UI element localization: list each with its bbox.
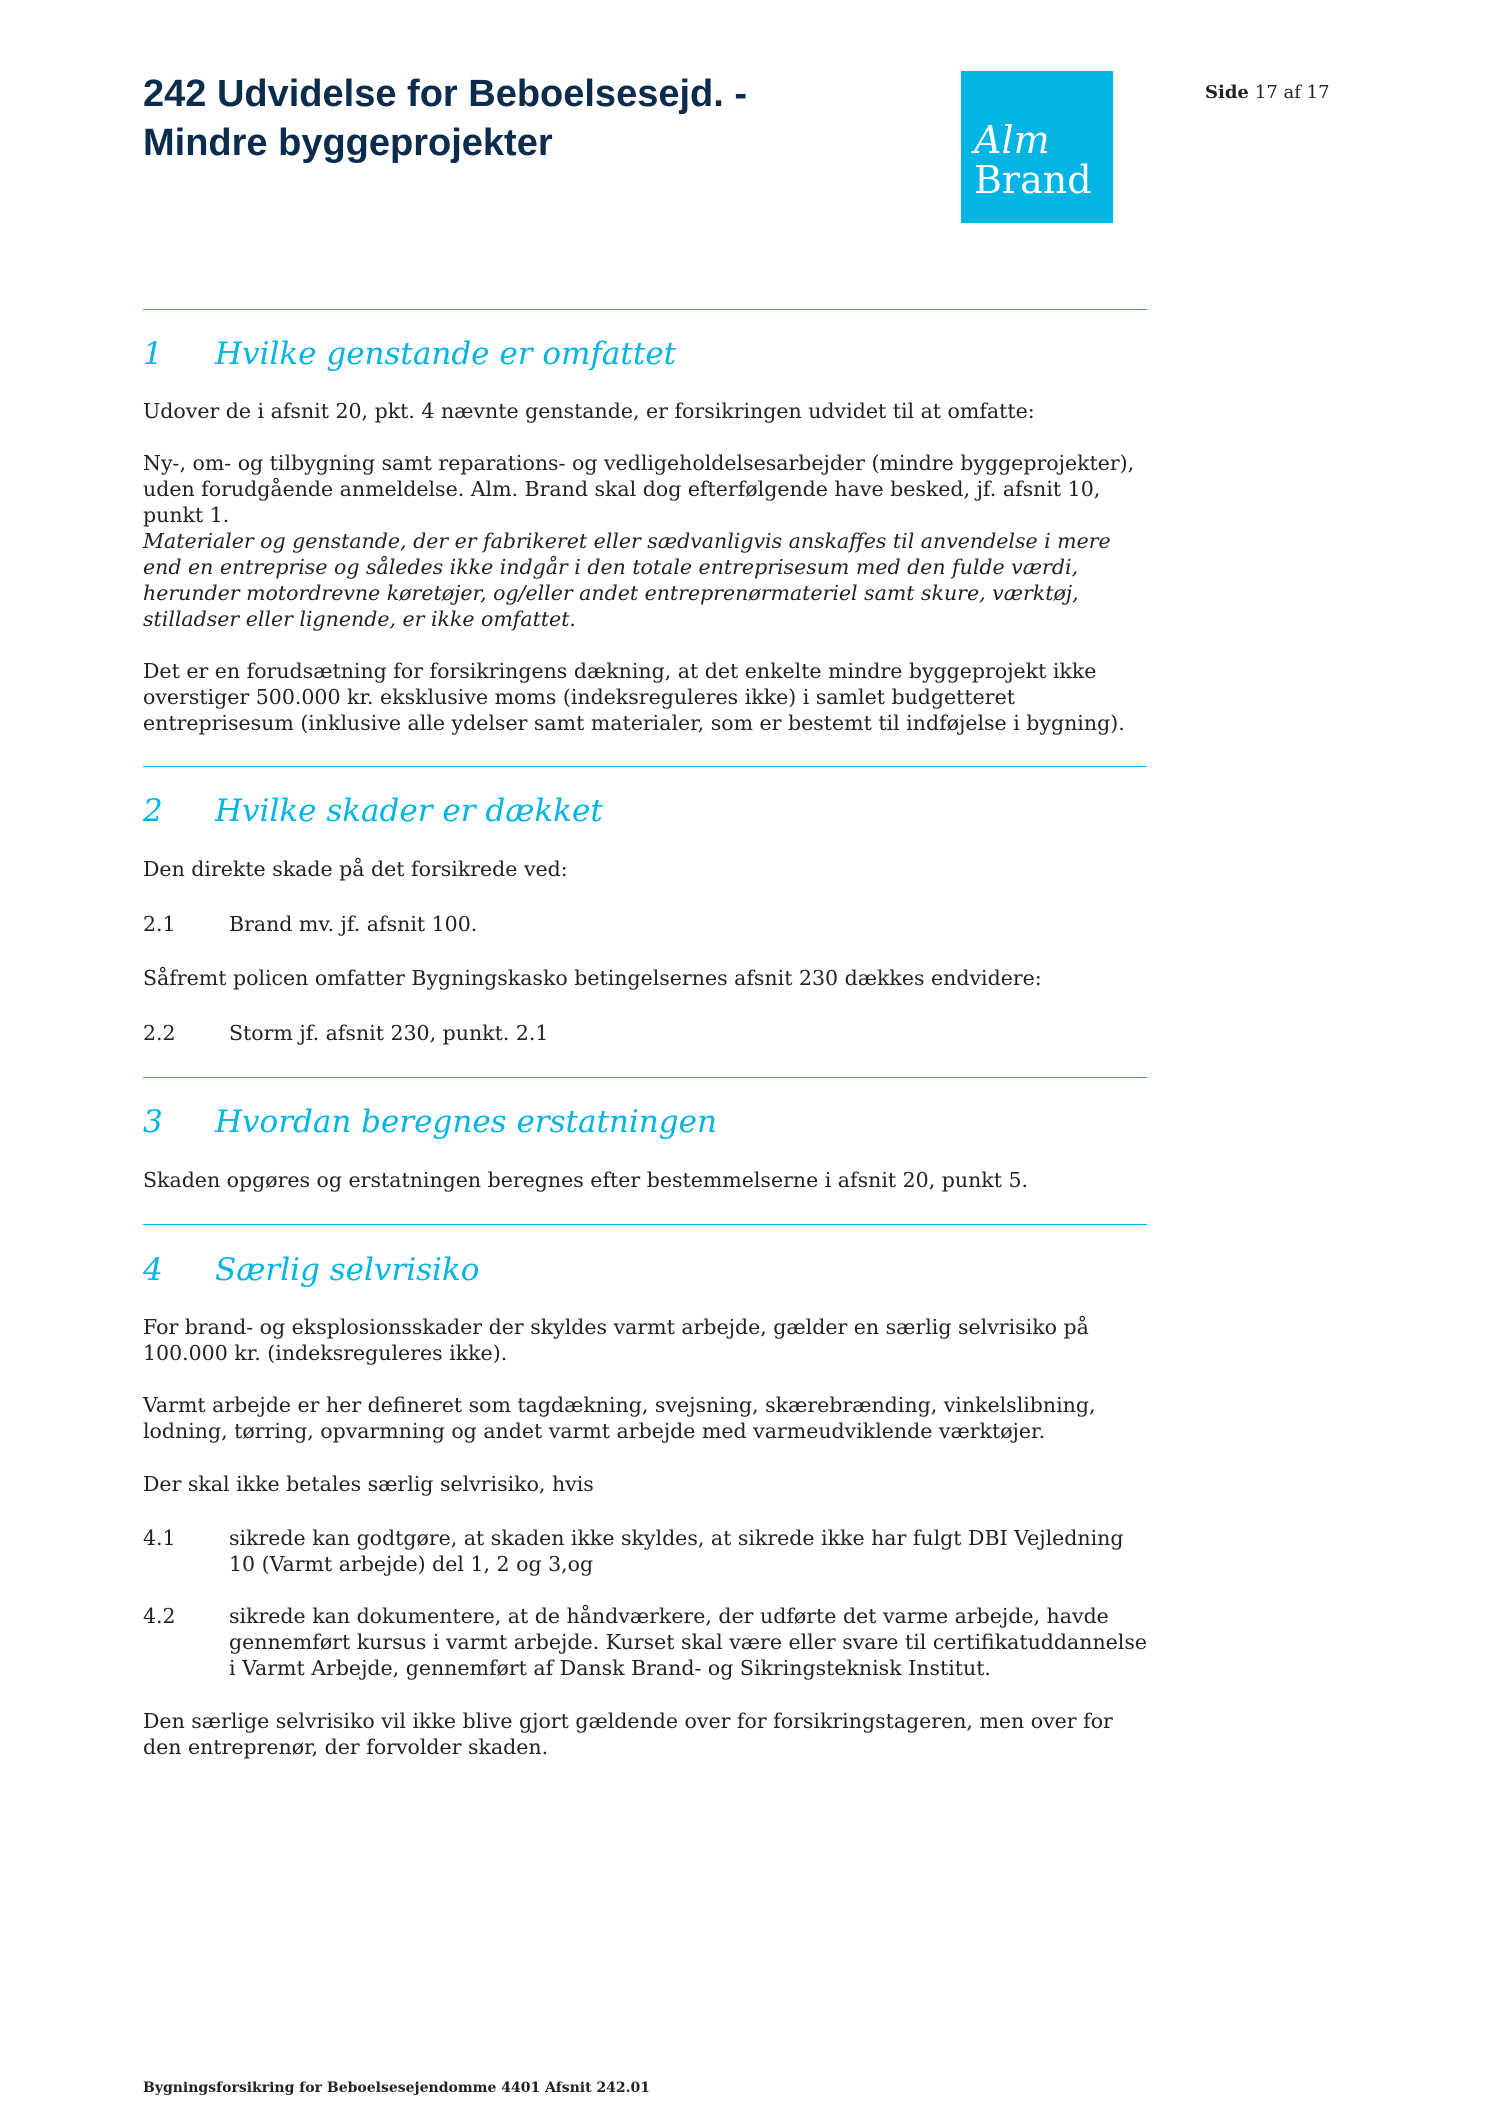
section-1-paragraph-1: Udover de i afsnit 20, pkt. 4 nævnte genstande, er forsikringen udvidet til at omfatte: xyxy=(143,399,1035,423)
page-value: 17 af 17 xyxy=(1254,82,1330,103)
section-2-heading xyxy=(143,793,603,829)
section-divider xyxy=(143,1077,1147,1078)
section-divider xyxy=(143,766,1147,767)
section-4-paragraph-4: Den særlige selvrisiko vil ikke blive gjort gældende over for forsikringstageren, men over for den entreprenør, der forvolder skaden. xyxy=(143,1709,1113,1759)
section-3-paragraph-1: Skaden opgøres og erstatningen beregnes efter bestemmelserne i afsnit 20, punkt 5. xyxy=(143,1168,1029,1192)
section-4-heading xyxy=(143,1252,479,1288)
section-4-paragraph-1: For brand- og eksplosionsskader der skyldes varmt arbejde, gælder en særlig selvrisiko på 100.000 kr. (indeksreguleres ikke). xyxy=(143,1315,1089,1365)
page-indicator xyxy=(1205,82,1330,103)
section-4-paragraph-2: Varmt arbejde er her defineret som tagdækning, svejsning, skærebrænding, vinkelslibning, lodning, tørring, opvarmning og andet varmt arbejde med varmeudviklende værktøjer. xyxy=(143,1393,1096,1443)
page-label: Side xyxy=(1205,82,1249,103)
item-text: sikrede kan dokumentere, at de håndværkere, der udførte det varme arbejde, havde gennemført kursus i varmt arbejde. Kurset skal være eller svare til certifikatuddannelse i Varmt Arbejde, gennemført af Dansk Brand- og Sikringsteknisk Institut. xyxy=(229,1604,1148,1680)
section-2-paragraph-1: Den direkte skade på det forsikrede ved: xyxy=(143,857,568,881)
section-1-paragraph-2: Ny-, om- og tilbygning samt reparations- og vedligeholdelsesarbejder (mindre byggeprojekter), uden forudgående anmeldelse. Alm. Brand skal dog efterfølgende have besked, jf. afsnit 10, punkt 1. xyxy=(143,451,1135,527)
section-1-paragraph-3: Materialer og genstande, der er fabrikeret eller sædvanligvis anskaffes til anvendelse i mere end en entreprise og således ikke indgår i den totale entreprisesum med den fulde værdi, herunder motordrevne køretøjer, og/eller andet entreprenørmateriel samt skure, værktøj, stilladser eller lignende, er ikke omfattet. xyxy=(143,529,1111,631)
section-title: Særlig selvrisiko xyxy=(215,1252,480,1288)
section-4-paragraph-3: Der skal ikke betales særlig selvrisiko, hvis xyxy=(143,1472,594,1496)
section-number: 1 xyxy=(143,336,163,372)
section-3-heading xyxy=(143,1104,717,1140)
document-title xyxy=(143,70,843,168)
list-item xyxy=(143,1020,1153,1046)
section-title: Hvilke genstande er omfattet xyxy=(215,336,677,372)
title-line-1: 242 Udvidelse for Beboelsesejd. - xyxy=(143,73,748,115)
section-1-paragraph-4: Det er en forudsætning for forsikringens dækning, at det enkelte mindre byggeprojekt ikke overstiger 500.000 kr. eksklusive moms (indeksreguleres ikke) i samlet budgetteret entreprisesum (inklusive alle ydelser samt materialer, som er bestemt til indføjelse i bygning). xyxy=(143,659,1125,735)
list-item xyxy=(143,911,1153,937)
item-number: 2.1 xyxy=(143,912,176,936)
section-2-paragraph-2: Såfremt policen omfatter Bygningskasko betingelsernes afsnit 230 dækkes endvidere: xyxy=(143,966,1042,990)
item-number: 2.2 xyxy=(143,1021,176,1045)
section-divider xyxy=(143,309,1147,310)
logo-line-1: Alm xyxy=(974,118,1050,162)
item-text: Storm jf. afsnit 230, punkt. 2.1 xyxy=(229,1021,549,1045)
list-item xyxy=(143,1525,1153,1577)
section-title: Hvilke skader er dækket xyxy=(215,793,603,829)
section-number: 4 xyxy=(143,1252,163,1288)
item-text: sikrede kan godtgøre, at skaden ikke skyldes, at sikrede ikke har fulgt DBI Vejledning 10 (Varmt arbejde) del 1, 2 og 3,og xyxy=(229,1526,1124,1576)
page-footer: Bygningsforsikring for Beboelsesejendomme 4401 Afsnit 242.01 xyxy=(143,2080,651,2096)
item-number: 4.1 xyxy=(143,1526,176,1550)
logo-line-2: Brand xyxy=(974,158,1092,202)
section-divider xyxy=(143,1224,1147,1225)
title-line-2: Mindre byggeprojekter xyxy=(143,122,553,164)
section-title: Hvordan beregnes erstatningen xyxy=(215,1104,717,1140)
list-item xyxy=(143,1603,1153,1681)
item-text: Brand mv. jf. afsnit 100. xyxy=(229,912,478,936)
section-1-heading xyxy=(143,336,676,372)
section-number: 3 xyxy=(143,1104,163,1140)
section-number: 2 xyxy=(143,793,163,829)
item-number: 4.2 xyxy=(143,1604,176,1628)
alm-brand-logo xyxy=(961,71,1113,223)
